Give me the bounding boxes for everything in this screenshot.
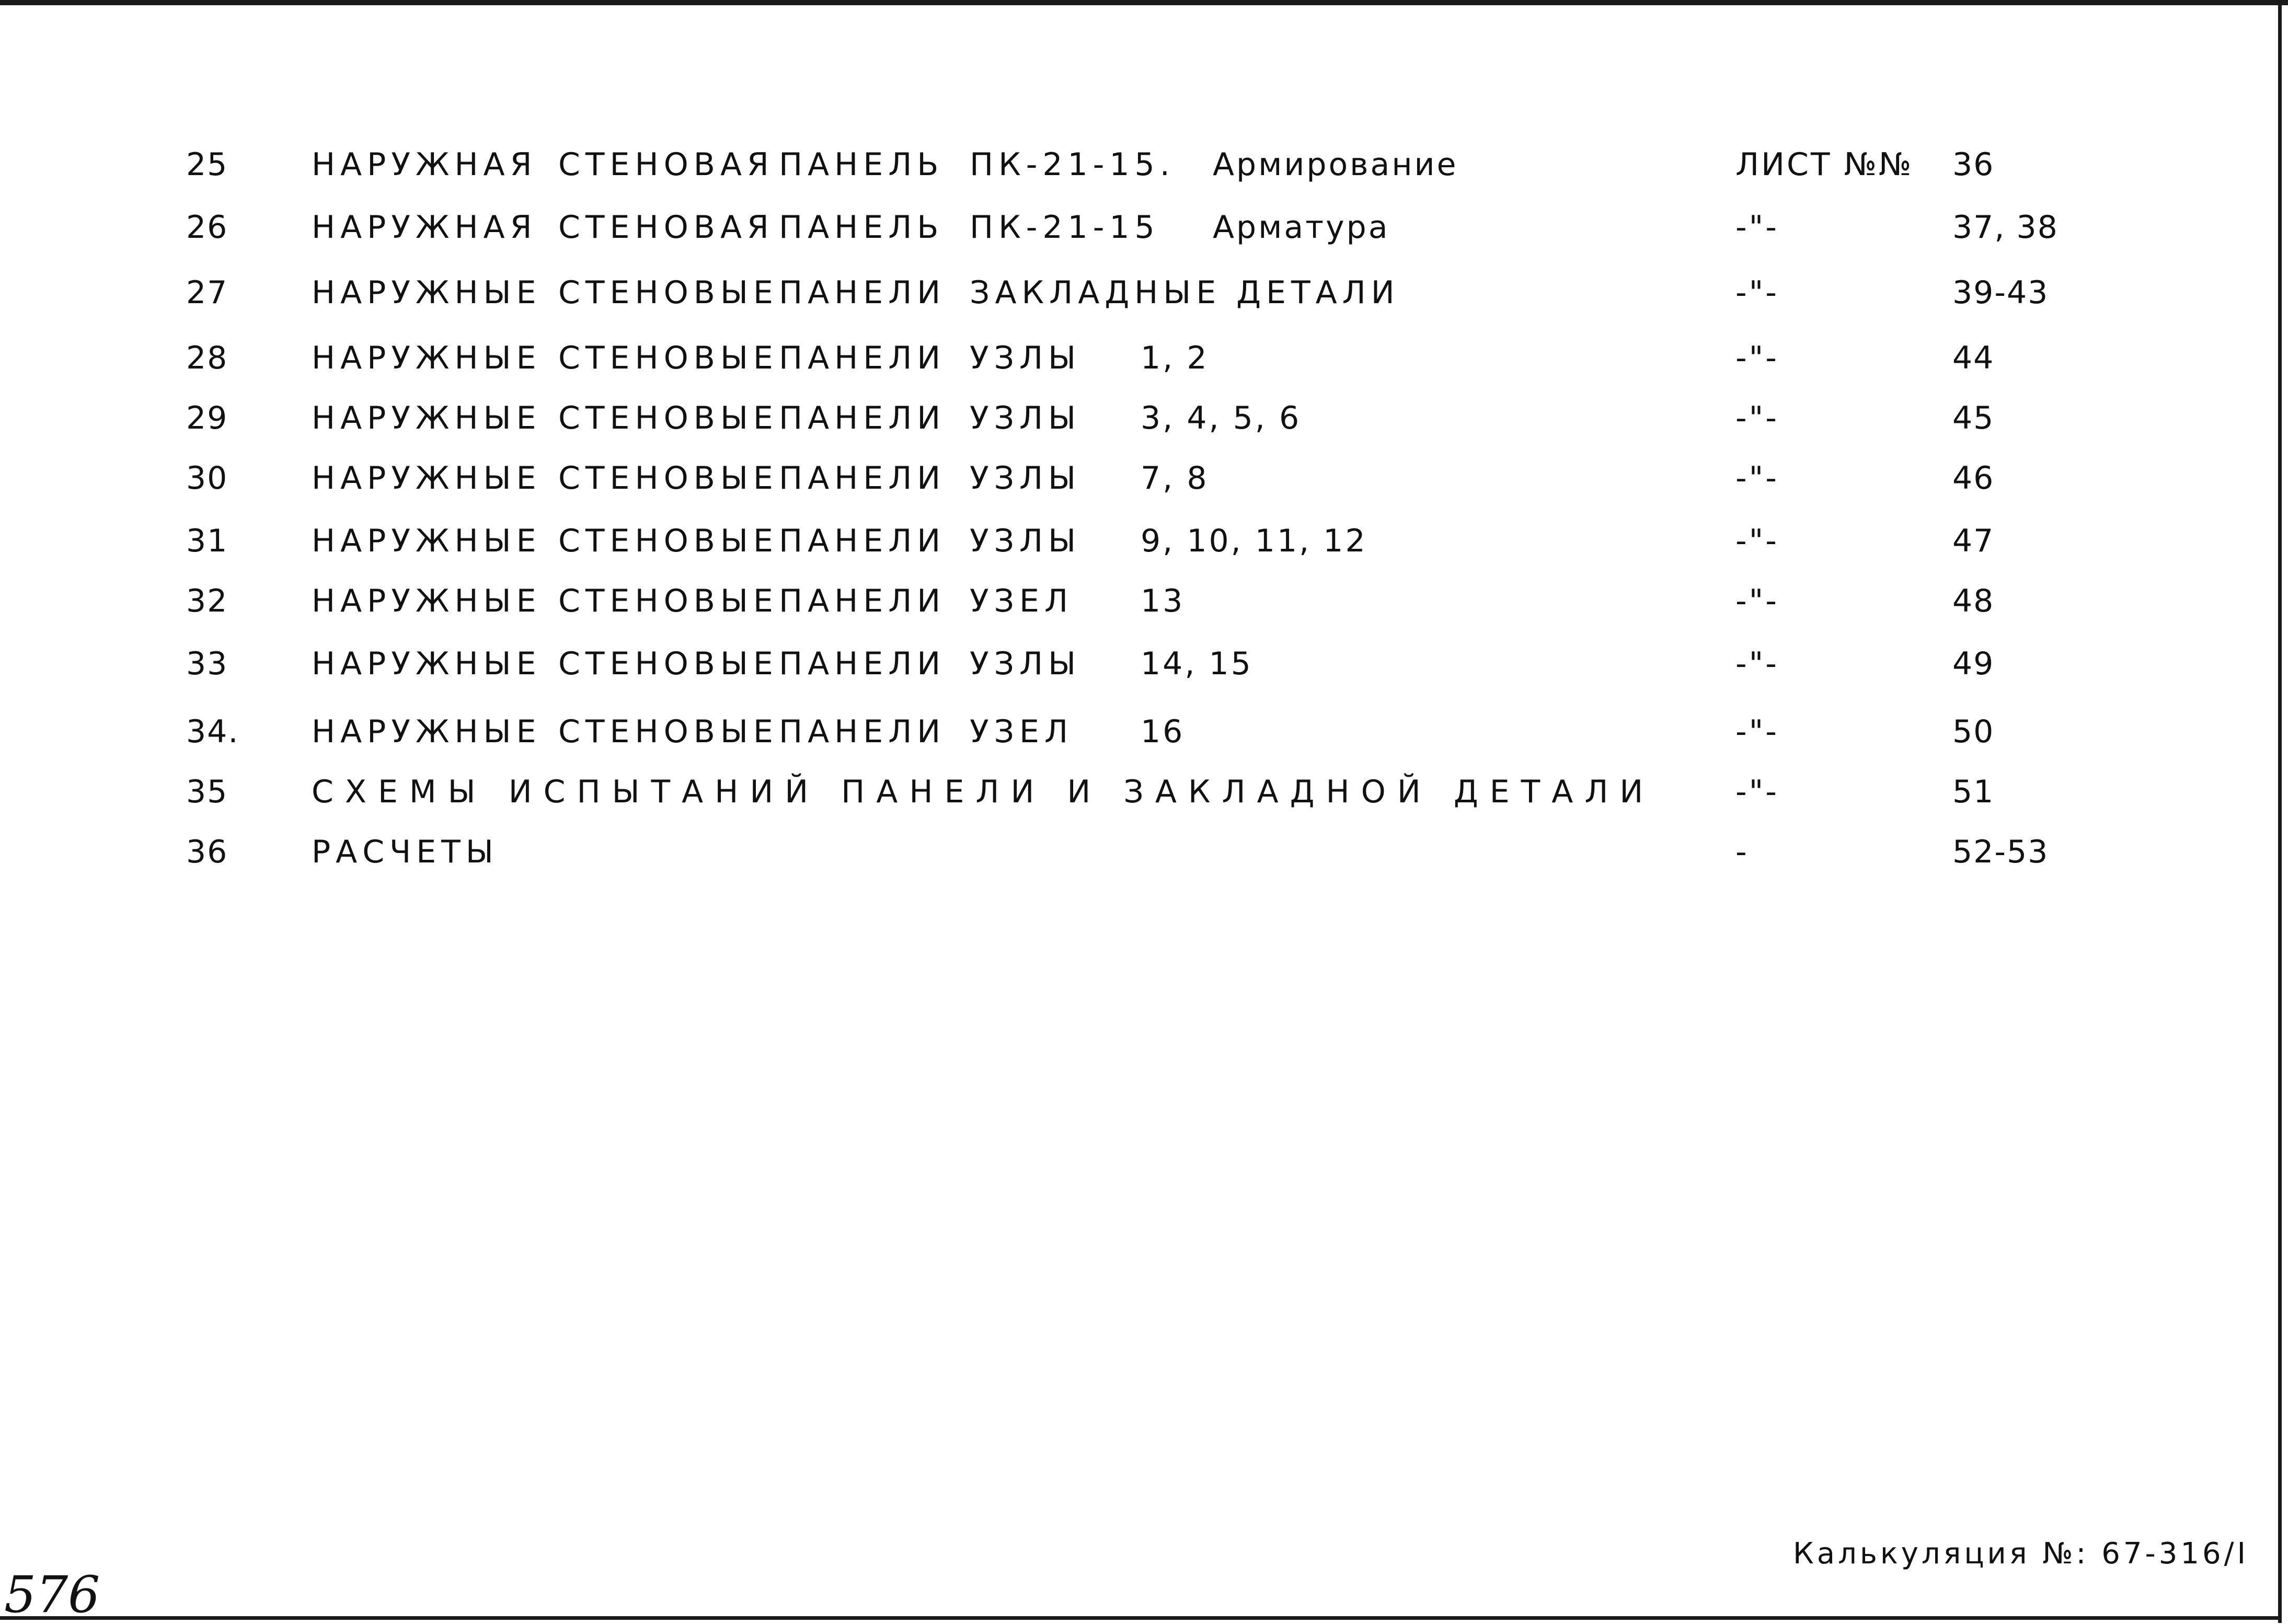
item-word-5: 9, 10, 11, 12	[1141, 523, 1367, 559]
item-sheet-ref: -"-	[1735, 713, 1779, 750]
list-item	[0, 575, 2278, 627]
item-word-1: НАРУЖНАЯ	[312, 146, 537, 183]
item-sheet-ref: -"-	[1735, 340, 1779, 376]
list-item	[0, 706, 2278, 758]
item-sheet-ref: ЛИСТ №№	[1735, 146, 1914, 183]
item-word-2: СТЕНОВЫЕ	[558, 460, 778, 497]
list-item	[0, 638, 2278, 690]
item-word-4: ПК-21-15.	[970, 146, 1175, 183]
item-word-5: 3, 4, 5, 6	[1141, 400, 1302, 436]
list-item	[0, 392, 2278, 444]
item-number: 26	[186, 209, 228, 246]
item-word-3: ПАНЕЛИ	[779, 400, 946, 436]
list-item	[0, 201, 2278, 254]
calculation-stamp: Калькуляция №: 67-316/I	[1793, 1537, 2249, 1571]
item-number: 28	[186, 340, 228, 376]
item-word-4: УЗЛЫ	[970, 400, 1082, 436]
item-text: РАСЧЕТЫ	[312, 834, 499, 870]
item-number: 27	[186, 274, 228, 311]
item-word-1: НАРУЖНЫЕ	[312, 400, 542, 436]
item-word-3: ПАНЕЛИ	[779, 340, 946, 376]
item-word-1: НАРУЖНЫЕ	[312, 713, 542, 750]
item-sheet-ref: -"-	[1735, 646, 1779, 682]
item-sheet-ref: -"-	[1735, 400, 1779, 436]
list-item	[0, 766, 2278, 818]
item-page: 36	[1952, 146, 1995, 183]
item-word-2: СТЕНОВЫЕ	[558, 340, 778, 376]
item-text: СХЕМЫ ИСПЫТАНИЙ ПАНЕЛИ И ЗАКЛАДНОЙ ДЕТАЛИ	[312, 774, 1655, 810]
item-word-3: ПАНЕЛЬ	[779, 209, 944, 246]
item-word-4: УЗЛЫ	[970, 523, 1082, 559]
item-word-1: НАРУЖНЫЕ	[312, 523, 542, 559]
item-number: 29	[186, 400, 228, 436]
item-page: 45	[1952, 400, 1995, 436]
item-number: 34.	[186, 713, 239, 750]
item-sheet-ref: -"-	[1735, 209, 1779, 246]
item-word-5: Армирование	[1213, 146, 1458, 183]
list-item	[0, 267, 2278, 319]
item-number: 30	[186, 460, 228, 497]
item-sheet-ref: -"-	[1735, 583, 1779, 619]
item-word-4: УЗЛЫ	[970, 646, 1082, 682]
item-word-2: СТЕНОВАЯ	[558, 146, 774, 183]
item-sheet-ref: -"-	[1735, 274, 1779, 311]
list-item	[0, 515, 2278, 567]
item-word-4: ЗАКЛАДНЫЕ ДЕТАЛИ	[970, 274, 1400, 311]
item-word-3: ПАНЕЛИ	[779, 523, 946, 559]
item-page: 50	[1952, 713, 1995, 750]
list-item	[0, 452, 2278, 504]
item-word-1: НАРУЖНАЯ	[312, 209, 537, 246]
item-page: 37, 38	[1952, 209, 2059, 246]
item-word-4: УЗЛЫ	[970, 340, 1082, 376]
item-word-5: 7, 8	[1141, 460, 1209, 497]
item-word-5: 1, 2	[1141, 340, 1209, 376]
item-number: 32	[186, 583, 228, 619]
frame-top-border	[0, 0, 2288, 5]
item-word-1: НАРУЖНЫЕ	[312, 274, 542, 311]
item-page: 47	[1952, 523, 1995, 559]
item-page: 52-53	[1952, 834, 2049, 870]
item-number: 31	[186, 523, 228, 559]
item-word-1: НАРУЖНЫЕ	[312, 340, 542, 376]
item-number: 36	[186, 834, 228, 870]
item-number: 35	[186, 774, 228, 810]
item-word-3: ПАНЕЛИ	[779, 583, 946, 619]
item-word-5: 16	[1141, 713, 1185, 750]
item-number: 25	[186, 146, 228, 183]
list-item	[0, 139, 2278, 191]
item-sheet-ref: -	[1735, 834, 1749, 870]
item-word-2: СТЕНОВЫЕ	[558, 523, 778, 559]
item-page: 49	[1952, 646, 1995, 682]
item-word-3: ПАНЕЛИ	[779, 713, 946, 750]
item-sheet-ref: -"-	[1735, 774, 1779, 810]
list-item	[0, 826, 2278, 878]
item-sheet-ref: -"-	[1735, 460, 1779, 497]
item-word-2: СТЕНОВЫЕ	[558, 646, 778, 682]
item-word-5: Арматура	[1213, 209, 1390, 246]
item-sheet-ref: -"-	[1735, 523, 1779, 559]
item-word-3: ПАНЕЛИ	[779, 274, 946, 311]
item-page: 39-43	[1952, 274, 2049, 311]
item-word-4: УЗЕЛ	[970, 583, 1074, 619]
frame-right-border	[2278, 0, 2282, 1623]
item-word-2: СТЕНОВЫЕ	[558, 583, 778, 619]
item-word-3: ПАНЕЛИ	[779, 646, 946, 682]
item-word-1: НАРУЖНЫЕ	[312, 583, 542, 619]
document-sheet	[0, 5, 2278, 1624]
item-word-4: УЗЕЛ	[970, 713, 1074, 750]
item-word-5: 13	[1141, 583, 1185, 619]
item-word-3: ПАНЕЛИ	[779, 460, 946, 497]
item-word-1: НАРУЖНЫЕ	[312, 646, 542, 682]
item-word-4: ПК-21-15	[970, 209, 1160, 246]
sheet-number: 576	[4, 1565, 100, 1624]
item-word-5: 14, 15	[1141, 646, 1253, 682]
item-page: 48	[1952, 583, 1995, 619]
item-word-1: НАРУЖНЫЕ	[312, 460, 542, 497]
item-word-2: СТЕНОВЫЕ	[558, 274, 778, 311]
item-word-2: СТЕНОВАЯ	[558, 209, 774, 246]
item-word-2: СТЕНОВЫЕ	[558, 400, 778, 436]
item-number: 33	[186, 646, 228, 682]
item-page: 44	[1952, 340, 1995, 376]
item-word-2: СТЕНОВЫЕ	[558, 713, 778, 750]
frame-bottom-border	[0, 1616, 2282, 1620]
item-page: 46	[1952, 460, 1995, 497]
item-word-3: ПАНЕЛЬ	[779, 146, 944, 183]
item-word-4: УЗЛЫ	[970, 460, 1082, 497]
list-item	[0, 332, 2278, 384]
item-page: 51	[1952, 774, 1995, 810]
